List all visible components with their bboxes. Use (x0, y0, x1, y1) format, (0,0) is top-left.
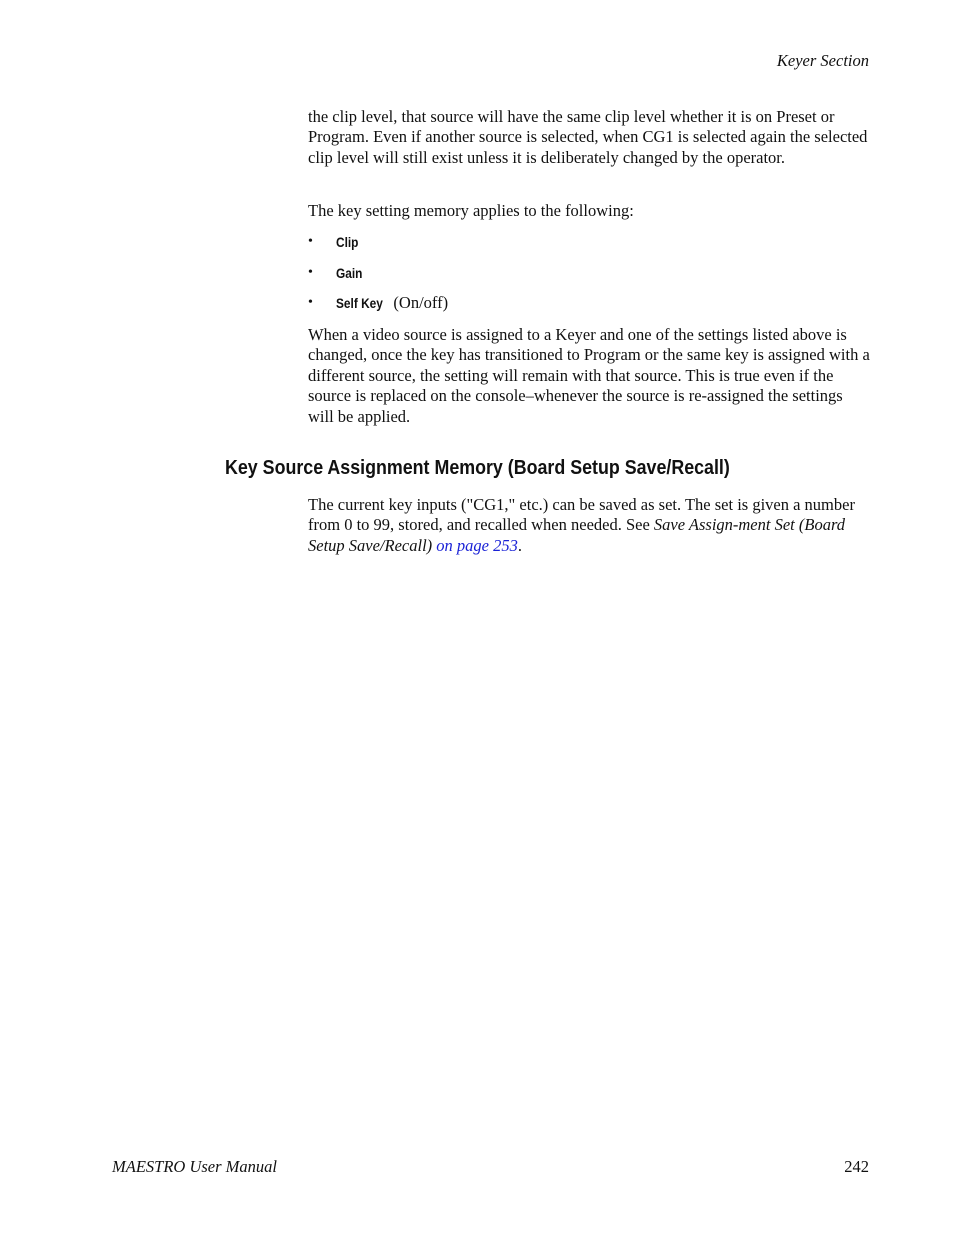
list-item-term: Clip (336, 235, 359, 250)
paragraph-text-end: . (517, 535, 522, 555)
paragraph-clip-level: the clip level, that source will have the same clip level whether it is on Preset or Program. Even if another source is selected, when CG1 is selected again the selected clip level will still exist unless it is deliberately changed by the operator. (308, 107, 868, 167)
paragraph-keyer-assignment: When a video source is assigned to a Keyer and one of the settings listed above is changed, once the key has transitioned to Program or the same key is assigned with a different source, the setting will remain with that source. This is true even if the source is replaced on the console–whenever the source is re-assigned the settings will be applied. (308, 325, 870, 426)
list-item (308, 261, 870, 292)
bullet-icon: • (308, 295, 313, 310)
list-item-suffix: (On/off) (389, 293, 449, 312)
list-item-term: Gain (336, 265, 363, 281)
footer-page-number: 242 (844, 1157, 869, 1176)
bullet-icon: • (308, 264, 313, 280)
list-item (308, 291, 870, 322)
paragraph-key-source-memory (308, 495, 870, 556)
footer-manual-title: MAESTRO User Manual (112, 1157, 277, 1176)
paragraph-text: The current key inputs ("CG1," etc.) can be saved as set. The set is given a number from 0 to 99, stored, and recalled when needed. See (308, 495, 855, 535)
page-reference-link[interactable]: on page 253 (436, 535, 518, 555)
bullet-icon: • (308, 234, 313, 249)
cross-reference-title: Save Assign-ment Set (Board Setup Save/Recall) (308, 515, 846, 555)
list-item (308, 230, 870, 261)
section-heading: Key Source Assignment Memory (Board Setup Save/Recall) (225, 456, 730, 479)
key-settings-list (308, 230, 870, 322)
running-header: Keyer Section (776, 51, 869, 70)
list-item-term: Self Key (336, 296, 383, 311)
paragraph-key-memory-intro: The key setting memory applies to the following: (308, 201, 634, 220)
